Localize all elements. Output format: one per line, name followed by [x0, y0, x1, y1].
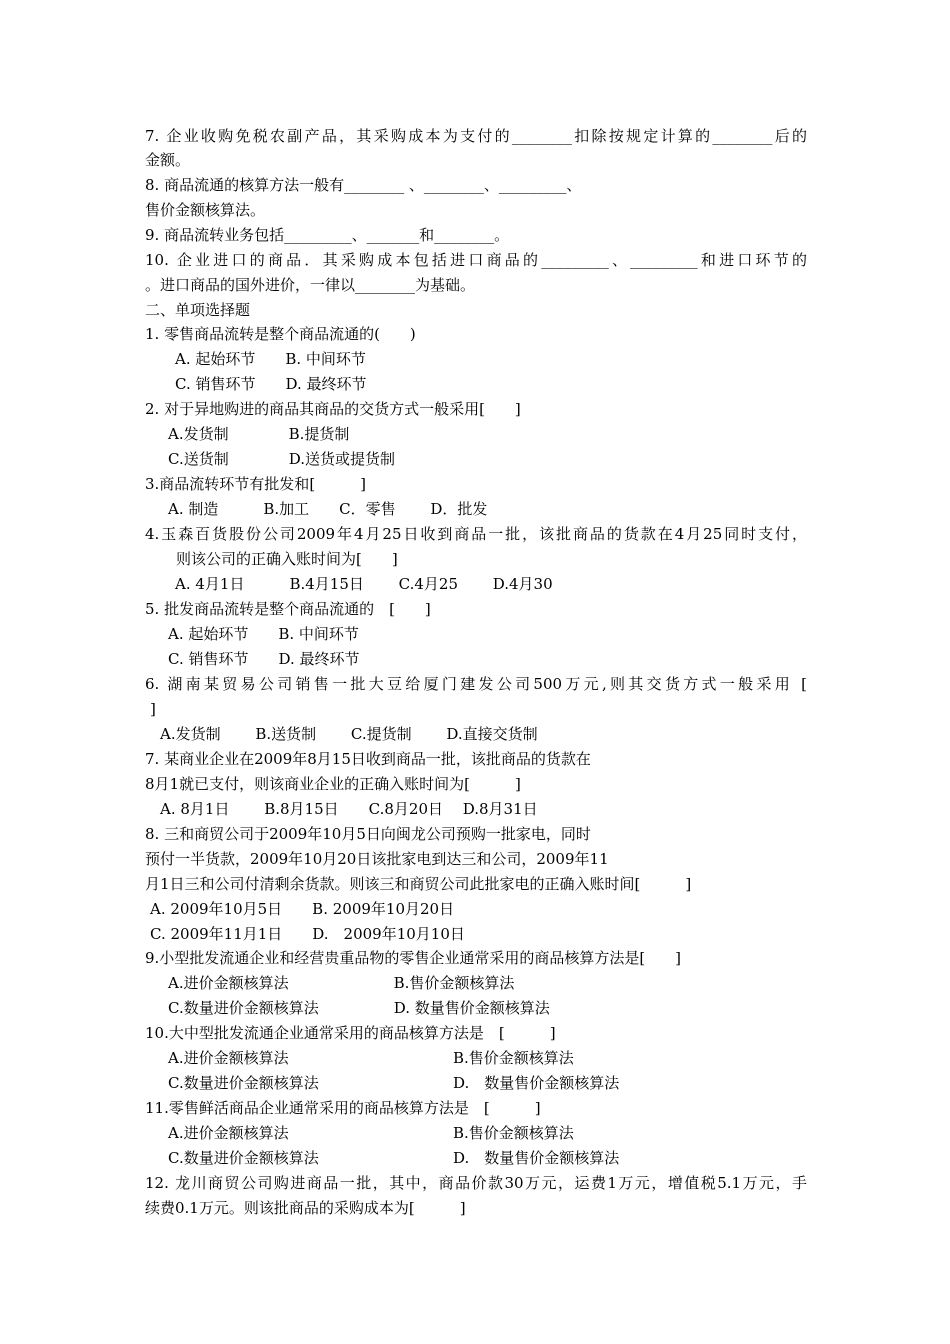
mc10-option-b: B.售价金额核算法	[453, 1049, 574, 1067]
mc12-question-line2: 续费0.1万元。则该批商品的采购成本为[ ]	[145, 1199, 466, 1217]
mc4-question-line1: 4.玉森百货股份公司2009年4月25日收到商品一批，该批商品的货款在4月25同时支付，	[145, 525, 807, 543]
q10-fill-line2: 。进口商品的国外进价，一律以________为基础。	[145, 276, 476, 294]
mc4-options: A. 4月1日 B.4月15日 C.4月25 D.4月30	[175, 575, 553, 593]
mc6-options: A.发货制 B.送货制 C.提货制 D.直接交货制	[160, 725, 538, 743]
mc8-question-line2: 预付一半货款，2009年10月20日该批家电到达三和公司，2009年11	[145, 850, 609, 868]
mc11-option-b: B.售价金额核算法	[453, 1124, 574, 1142]
mc6-question-line2: ]	[150, 700, 156, 718]
mc9-options-cd: C.数量进价金额核算法 D. 数量售价金额核算法	[168, 999, 550, 1017]
mc7-options: A. 8月1日 B.8月15日 C.8月20日 D.8月31日	[160, 800, 538, 818]
q7-fill-line1: 7. 企业收购免税农副产品，其采购成本为支付的________扣除按规定计算的________后的	[145, 127, 807, 145]
mc11-option-a: A.进价金额核算法	[168, 1124, 289, 1142]
mc1-options-ab: A. 起始环节 B. 中间环节	[175, 350, 366, 368]
mc5-options-ab: A. 起始环节 B. 中间环节	[168, 625, 359, 643]
mc9-question: 9.小型批发流通企业和经营贵重品物的零售企业通常采用的商品核算方法是[ ]	[145, 949, 682, 967]
mc8-question-line1: 8. 三和商贸公司于2009年10月5日向闽龙公司预购一批家电，同时	[145, 825, 591, 843]
mc7-question-line1: 7. 某商业企业在2009年8月15日收到商品一批，该批商品的货款在	[145, 750, 591, 768]
mc5-options-cd: C. 销售环节 D. 最终环节	[168, 650, 360, 668]
mc6-question-line1: 6. 湖南某贸易公司销售一批大豆给厦门建发公司500万元,则其交货方式一般采用 [	[145, 675, 807, 693]
mc10-option-a: A.进价金额核算法	[168, 1049, 289, 1067]
mc3-question: 3.商品流转环节有批发和[ ]	[145, 475, 367, 493]
mc3-options: A. 制造 B.加工 C．零售 D．批发	[168, 500, 488, 518]
mc1-options-cd: C. 销售环节 D. 最终环节	[175, 375, 367, 393]
mc11-option-d: D. 数量售价金额核算法	[453, 1149, 620, 1167]
mc8-options-cd: C. 2009年11月1日 D. 2009年10月10日	[150, 925, 465, 943]
q9-fill: 9. 商品流转业务包括_________、_______和________。	[145, 226, 510, 244]
mc12-question-line1: 12. 龙川商贸公司购进商品一批，其中，商品价款30万元，运费1万元，增值税5.1万元，手	[145, 1174, 807, 1192]
mc7-question-line2: 8月1就已支付，则该商业企业的正确入账时间为[ ]	[145, 775, 521, 793]
mc4-question-line2: 则该公司的正确入账时间为[ ]	[176, 550, 398, 568]
mc10-option-c: C.数量进价金额核算法	[168, 1074, 319, 1092]
q7-fill-line2: 金额。	[145, 151, 191, 169]
q8-fill-line2: 售价金额核算法。	[145, 201, 266, 219]
mc2-options-cd: C.送货制 D.送货或提货制	[168, 450, 395, 468]
mc8-options-ab: A. 2009年10月5日 B. 2009年10月20日	[150, 900, 455, 918]
mc11-option-c: C.数量进价金额核算法	[168, 1149, 319, 1167]
q8-fill-line1: 8. 商品流通的核算方法一般有________ 、________、_________、	[145, 176, 582, 194]
mc1-question: 1. 零售商品流转是整个商品流通的( )	[145, 325, 416, 343]
mc2-options-ab: A.发货制 B.提货制	[168, 425, 350, 443]
mc8-question-line3: 月1日三和公司付清剩余货款。则该三和商贸公司此批家电的正确入账时间[ ]	[145, 875, 692, 893]
mc10-option-d: D. 数量售价金额核算法	[453, 1074, 620, 1092]
mc5-question: 5. 批发商品流转是整个商品流通的 [ ]	[145, 600, 431, 618]
section-heading: 二、单项选择题	[145, 301, 251, 319]
mc2-question: 2. 对于异地购进的商品其商品的交货方式一般采用[ ]	[145, 400, 521, 418]
mc11-question: 11.零售鲜活商品企业通常采用的商品核算方法是 [ ]	[145, 1099, 541, 1117]
mc9-options-ab: A.进价金额核算法 B.售价金额核算法	[168, 974, 515, 992]
mc10-question: 10.大中型批发流通企业通常采用的商品核算方法是 [ ]	[145, 1024, 556, 1042]
q10-fill-line1: 10. 企业进口的商品．其采购成本包括进口商品的_________、_________和进口环节的	[145, 251, 807, 269]
